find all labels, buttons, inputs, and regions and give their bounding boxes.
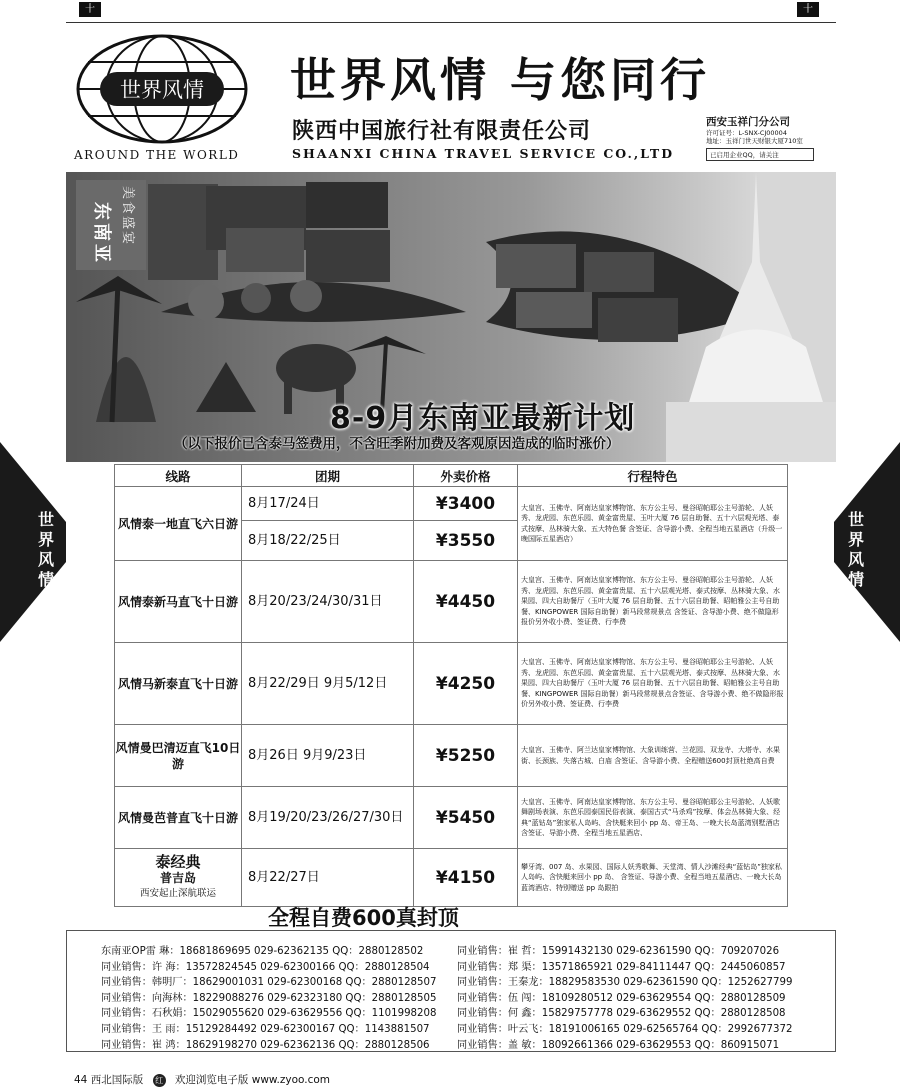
food-photo-6 [496, 244, 576, 288]
food-photo-3 [306, 182, 388, 228]
price-cell: ¥4150 [414, 849, 518, 907]
dish-3 [290, 280, 322, 312]
edition-name: 西北国际版 [90, 1074, 144, 1086]
hero-subtitle: （以下报价已含泰马签费用，不含旺季附加费及客观原因造成的临时涨价） [174, 436, 620, 452]
food-photo-5 [306, 230, 390, 282]
table-header-row [115, 465, 788, 487]
contact-entry: 同业销售：何 鑫：15829757778 029-63629552 QQ：2880128508 [457, 1008, 786, 1020]
header-date: 团期 [242, 465, 414, 487]
table-row [115, 725, 788, 787]
table-row [115, 643, 788, 725]
right-side-label: 世界风情 [847, 510, 864, 589]
features-cell: 大皇宫、玉佛寺、阿南达皇家博物馆、东方公主号、曼谷昭帕耶公主号游轮、人妖秀、龙虎园、东芭乐园、黄金富贵屋、玉叶大厦 76 层自助餐、五十六层观光塔、泰式按摩、丛林骑大象、五大特色餐 含签证、含导游小费、全程当地五星酒店（升级一晚国际五星酒店） [518, 487, 788, 561]
table-row [115, 487, 788, 521]
features-cell: 大皇宫、玉佛寺、阿南达皇家博物馆、东方公主号、曼谷昭帕耶公主号游轮、人妖歌舞剧场表演、东芭乐园泰国民俗表演、泰国古式“马杀鸡”按摩、体会丛林骑大象、经典“蓝钻岛”独家私人岛屿、含快艇来回小 pp 岛、帝王岛、一晚大长岛蓝湾别墅酒店 含签证、导游小费、全程当地五星酒店、 [518, 787, 788, 849]
company-name-en: SHAANXI CHINA TRAVEL SERVICE CO.,LTD [292, 146, 675, 161]
route-cell: 风情马新泰直飞十日游 [115, 643, 242, 725]
hero-banner [66, 172, 836, 462]
features-cell: 攀牙湾、007 岛、水果园、国际人妖秀歌舞、天堂湾、情人沙滩经典“蓝钻岛”独家私人岛屿、含快艇来回小 pp 岛、 含签证、导游小费、全程当地五星酒店、一晚大长岛蓝湾酒店、特别赠送 pp 岛跟拍 [518, 849, 788, 907]
contact-row [101, 989, 835, 1005]
branch-address: 地址：玉祥门世天财银大厦710室 [706, 137, 803, 145]
qq-note: 已启用企业QQ，请关注 [706, 148, 814, 161]
dancer-statue [96, 357, 156, 422]
price-cell: ¥4250 [414, 643, 518, 725]
route-cell [115, 849, 242, 907]
route-cell: 风情泰新马直飞十日游 [115, 561, 242, 643]
date-cell: 8月22/29日 9月5/12日 [242, 643, 414, 725]
right-side-tab [834, 442, 900, 642]
page-number: 44 [74, 1074, 88, 1086]
license-number: 许可证号：L-SNX-CJ00004 [706, 129, 787, 137]
itinerary-table [114, 464, 788, 907]
date-cell: 8月19/20/23/26/27/30日 [242, 787, 414, 849]
header-rule [66, 22, 836, 23]
route-cell: 风情曼芭普直飞十日游 [115, 787, 242, 849]
welcome-text: 欢迎浏览电子版 www.zyoo.com [174, 1074, 331, 1086]
contact-entry: 同业销售：崔 鸿：18629198270 029-62362136 QQ：2880128506 [101, 1039, 430, 1051]
price-cell: ¥5250 [414, 725, 518, 787]
contact-entry: 同业销售：伍 闯：18109280512 029-63629554 QQ：2880128509 [457, 992, 786, 1004]
table-row [115, 561, 788, 643]
route-name: 泰经典 [155, 852, 201, 871]
slogan: 世界风情 与您同行 [290, 53, 711, 107]
logo-text: 世界风情 [120, 78, 204, 102]
temple-roof [196, 362, 256, 412]
contact-list [66, 930, 836, 1052]
date-cell: 8月26日 9月9/23日 [242, 725, 414, 787]
pagoda-spire [716, 172, 796, 347]
price-cell: ¥4450 [414, 561, 518, 643]
contact-row [101, 1020, 835, 1036]
food-photo-9 [598, 298, 678, 342]
left-side-label: 世界风情 [37, 510, 54, 589]
elephant-leg-1 [284, 380, 292, 414]
contact-entry: 同业销售：崔 哲：15991432130 029-62361590 QQ：709207026 [457, 946, 780, 957]
contact-row [101, 958, 835, 974]
header-route: 线路 [115, 465, 242, 487]
hero-title: 8-9月东南亚最新计划 [330, 401, 636, 436]
pagoda-terrace [666, 402, 836, 462]
self-pay-banner: 全程自费600真封顶 [268, 906, 459, 930]
badge-text-a: 东南亚 [91, 202, 112, 265]
dish-2 [241, 283, 271, 313]
contact-entry: 同业销售：石秋娟：15029055620 029-63629556 QQ：1101998208 [101, 1008, 437, 1020]
contact-row [101, 973, 835, 989]
contact-entry: 同业销售：王 雨：15129284492 029-62300167 QQ：1143881507 [101, 1023, 430, 1035]
header [66, 22, 836, 164]
contact-row [101, 1036, 835, 1052]
contact-entry: 同业销售：盖 敏：18092661366 029-63629553 QQ：860915071 [457, 1039, 780, 1051]
date-cell: 8月17/24日 [242, 487, 414, 521]
logo-tagline: AROUND THE WORLD [74, 148, 240, 162]
route-note: 西安起止深航联运 [139, 887, 216, 899]
corner-mark-left: 十 [79, 2, 101, 17]
food-photo-8 [516, 292, 592, 328]
contact-entry: 同业销售：郑 渠：13571865921 029-84111447 QQ：2445060857 [457, 961, 786, 973]
price-cell: ¥3550 [414, 521, 518, 561]
contact-entry: 同业销售：向海林：18229088276 029-62323180 QQ：2880128505 [101, 992, 437, 1004]
features-cell: 大皇宫、玉佛寺、阿南达皇家博物馆、东方公主号、曼谷昭帕耶公主号游轮、人妖秀、龙虎园、东芭乐园、黄金富贵屋、五十六层观光塔、泰式按摩、丛林骑大象、水果园、四大自助餐厅（玉叶大厦 76 层自助餐、五十六层自助餐、昭帕雅公主号自助餐、KINGPOWER 国际自助餐）新马段常规景点 含签证、含导游小费、绝不做隐形报价另外收小费、签证费、行李费 [518, 561, 788, 643]
route-destination: 普吉岛 [159, 870, 196, 885]
contact-entry: 同业销售：韩明厂：18629001031 029-62300168 QQ：2880128507 [101, 977, 437, 989]
left-side-tab [0, 442, 66, 642]
date-cell: 8月22/27日 [242, 849, 414, 907]
contact-entry: 同业销售：许 海：13572824545 029-62300166 QQ：2880128504 [101, 961, 430, 973]
date-cell: 8月20/23/24/30/31日 [242, 561, 414, 643]
header-price: 外卖价格 [414, 465, 518, 487]
header-features: 行程特色 [518, 465, 788, 487]
branch-name: 西安玉祥门分公司 [706, 116, 790, 128]
price-cell: ¥3400 [414, 487, 518, 521]
route-cell: 风情曼巴清迈直飞10日游 [115, 725, 242, 787]
contact-row [101, 942, 835, 958]
route-cell: 风情泰一地直飞六日游 [115, 487, 242, 561]
table-row [115, 787, 788, 849]
corner-mark-right: 十 [797, 2, 819, 17]
contact-entry: 东南亚OP雷 琳：18681869695 029-62362135 QQ：2880128502 [101, 946, 424, 957]
table-row [115, 849, 788, 907]
contact-entry: 同业销售：叶云飞：18191006165 029-62565764 QQ：2992677372 [457, 1023, 793, 1035]
pagoda-base [686, 330, 826, 413]
contact-entry: 同业销售：王秦龙：18829583530 029-62361590 QQ：1252627799 [457, 977, 793, 989]
food-photo-4 [226, 228, 304, 272]
food-photo-7 [584, 252, 654, 292]
price-cell: ¥5450 [414, 787, 518, 849]
features-cell: 大皇宫、玉佛寺、阿兰达皇家博物馆、大象训练营、兰花园、双龙寺、大塔寺、水果街、长颈族、失落古城、白庙 含签证、含导游小费、全程赠送600封顶杜绝高自费 [518, 725, 788, 787]
features-cell: 大皇宫、玉佛寺、阿南达皇家博物馆、东方公主号、曼谷昭帕耶公主号游轮、人妖秀、龙虎园、东芭乐园、黄金富贵屋、五十六层观光塔、泰式按摩、丛林骑大象、水果园、四大自助餐厅（玉叶大厦 76 层自助餐、五十六层自助餐、昭帕雅公主号自助餐、KINGPOWER 国际自助餐）新马段常规景点含签证、含导游小费、绝不做隐形报价另外收小费、签证费、行李费 [518, 643, 788, 725]
company-name-cn: 陕西中国旅行社有限责任公司 [292, 119, 592, 144]
page-footer [74, 1072, 330, 1087]
branch-info [706, 114, 838, 161]
red-badge-icon: 红 [153, 1074, 166, 1087]
globe-logo [76, 34, 248, 144]
badge-text-b: 美食盛宴 [120, 186, 135, 247]
dish-1 [188, 284, 224, 320]
date-cell: 8月18/22/25日 [242, 521, 414, 561]
contact-row [101, 1004, 835, 1020]
